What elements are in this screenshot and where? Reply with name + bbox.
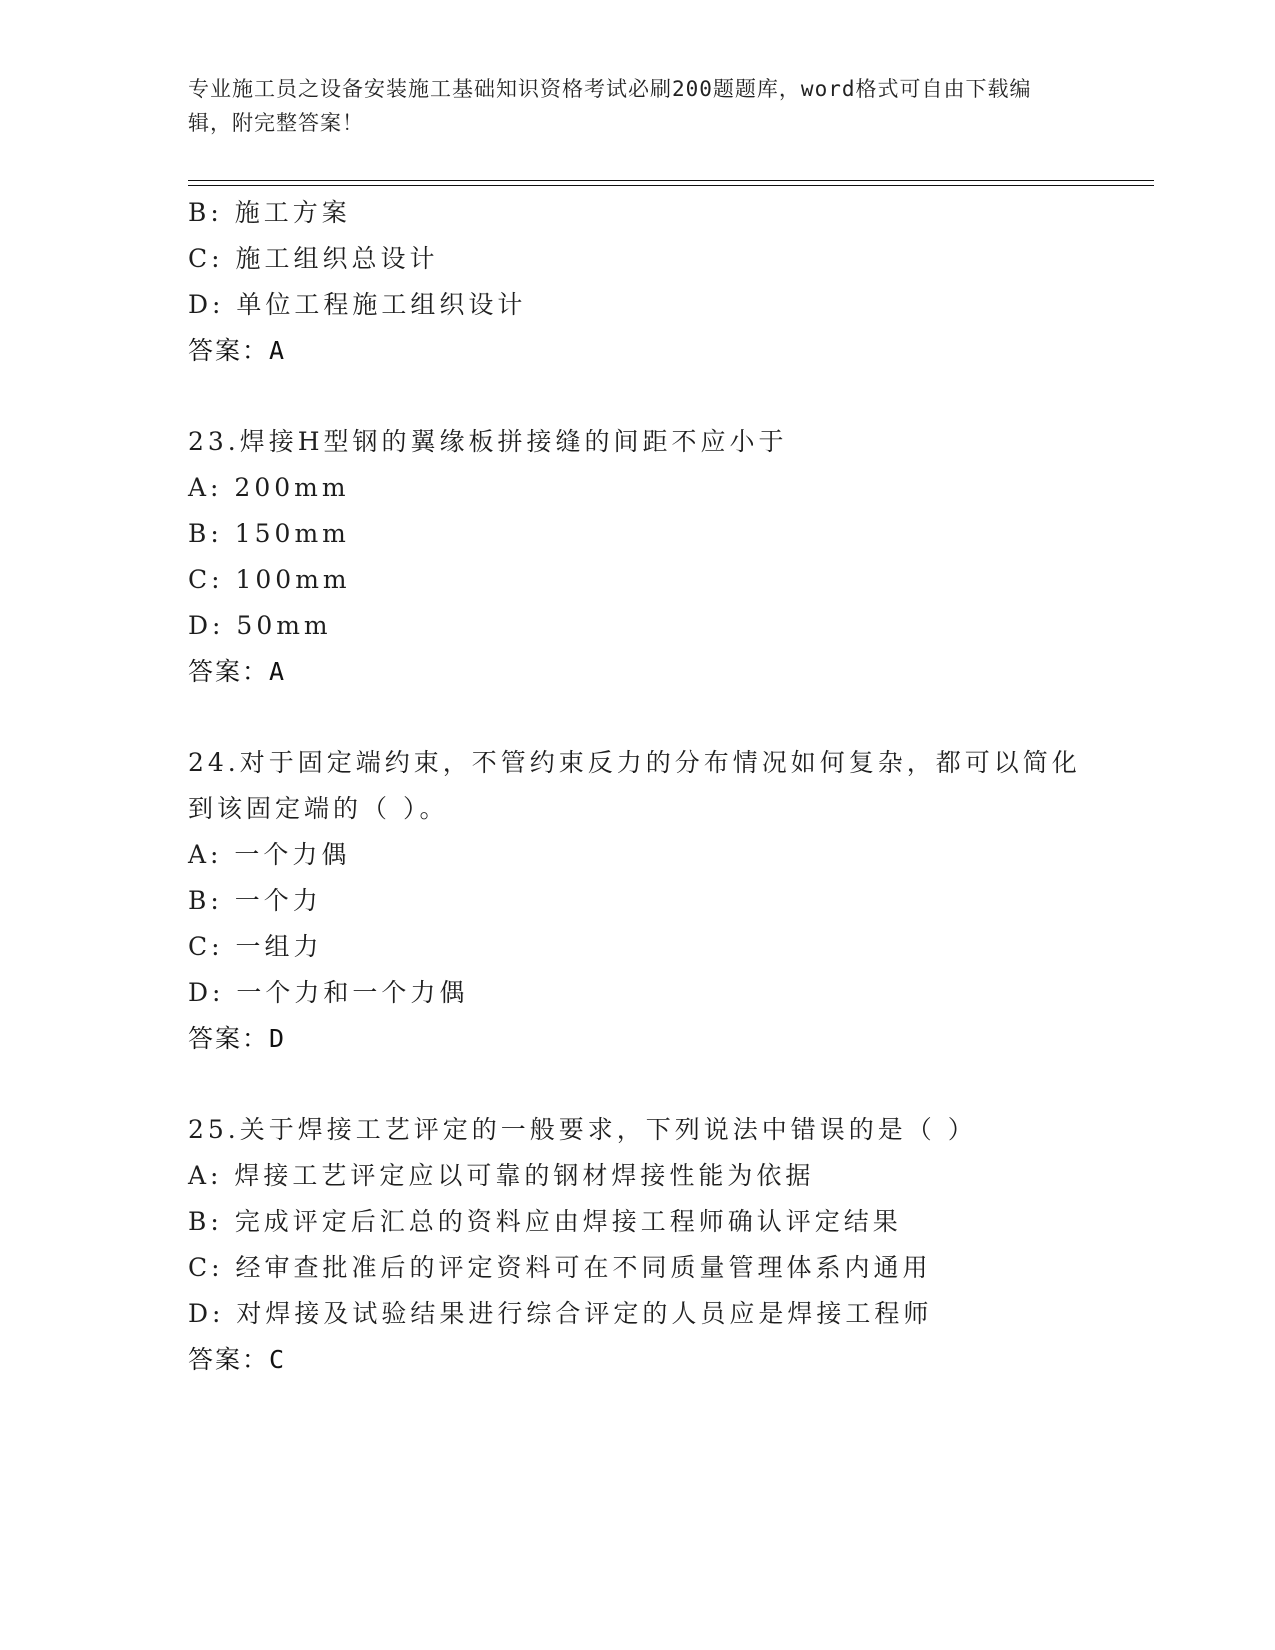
question-prev-continuation [188, 190, 1068, 374]
question-list [188, 190, 1081, 1383]
option-d: D: 50mm [188, 611, 332, 640]
document-header: 专业施工员之设备安装施工基础知识资格考试必刷200题题库，word格式可自由下载编辑，附完整答案！ [188, 77, 1032, 135]
answer: 答案：A [188, 657, 287, 686]
question-stem-line-2: 到该固定端的（ ）。 [188, 794, 449, 823]
spacer [188, 695, 1068, 740]
option-b: B: 完成评定后汇总的资料应由焊接工程师确认评定结果 [188, 1207, 902, 1236]
option-c: C: 施工组织总设计 [188, 244, 439, 273]
spacer [188, 374, 1068, 419]
option-c: C: 经审查批准后的评定资料可在不同质量管理体系内通用 [188, 1253, 932, 1282]
option-a: A: 焊接工艺评定应以可靠的钢材焊接性能为依据 [188, 1161, 815, 1190]
option-d: D: 单位工程施工组织设计 [188, 290, 527, 319]
answer: 答案：A [188, 336, 287, 365]
question-stem: 25.关于焊接工艺评定的一般要求，下列说法中错误的是（ ） [188, 1115, 977, 1144]
spacer [188, 1062, 1068, 1107]
option-c: C: 一组力 [188, 932, 323, 961]
question-24 [188, 740, 1081, 1062]
header-divider-top [188, 180, 1154, 181]
question-stem-line-1: 24.对于固定端约束，不管约束反力的分布情况如何复杂，都可以简化 [188, 748, 1081, 777]
answer: 答案：C [188, 1345, 287, 1374]
option-b: B: 150mm [188, 519, 350, 548]
header-divider-bottom [188, 185, 1154, 186]
option-b: B: 施工方案 [188, 198, 351, 227]
question-23 [188, 419, 1068, 695]
question-stem: 23.焊接H型钢的翼缘板拼接缝的间距不应小于 [188, 427, 788, 456]
question-25 [188, 1107, 1068, 1383]
option-a: A: 200mm [188, 473, 350, 502]
option-c: C: 100mm [188, 565, 351, 594]
option-b: B: 一个力 [188, 886, 322, 915]
answer: 答案：D [188, 1024, 287, 1053]
option-a: A: 一个力偶 [188, 840, 351, 869]
option-d: D: 一个力和一个力偶 [188, 978, 469, 1007]
option-d: D: 对焊接及试验结果进行综合评定的人员应是焊接工程师 [188, 1299, 933, 1328]
